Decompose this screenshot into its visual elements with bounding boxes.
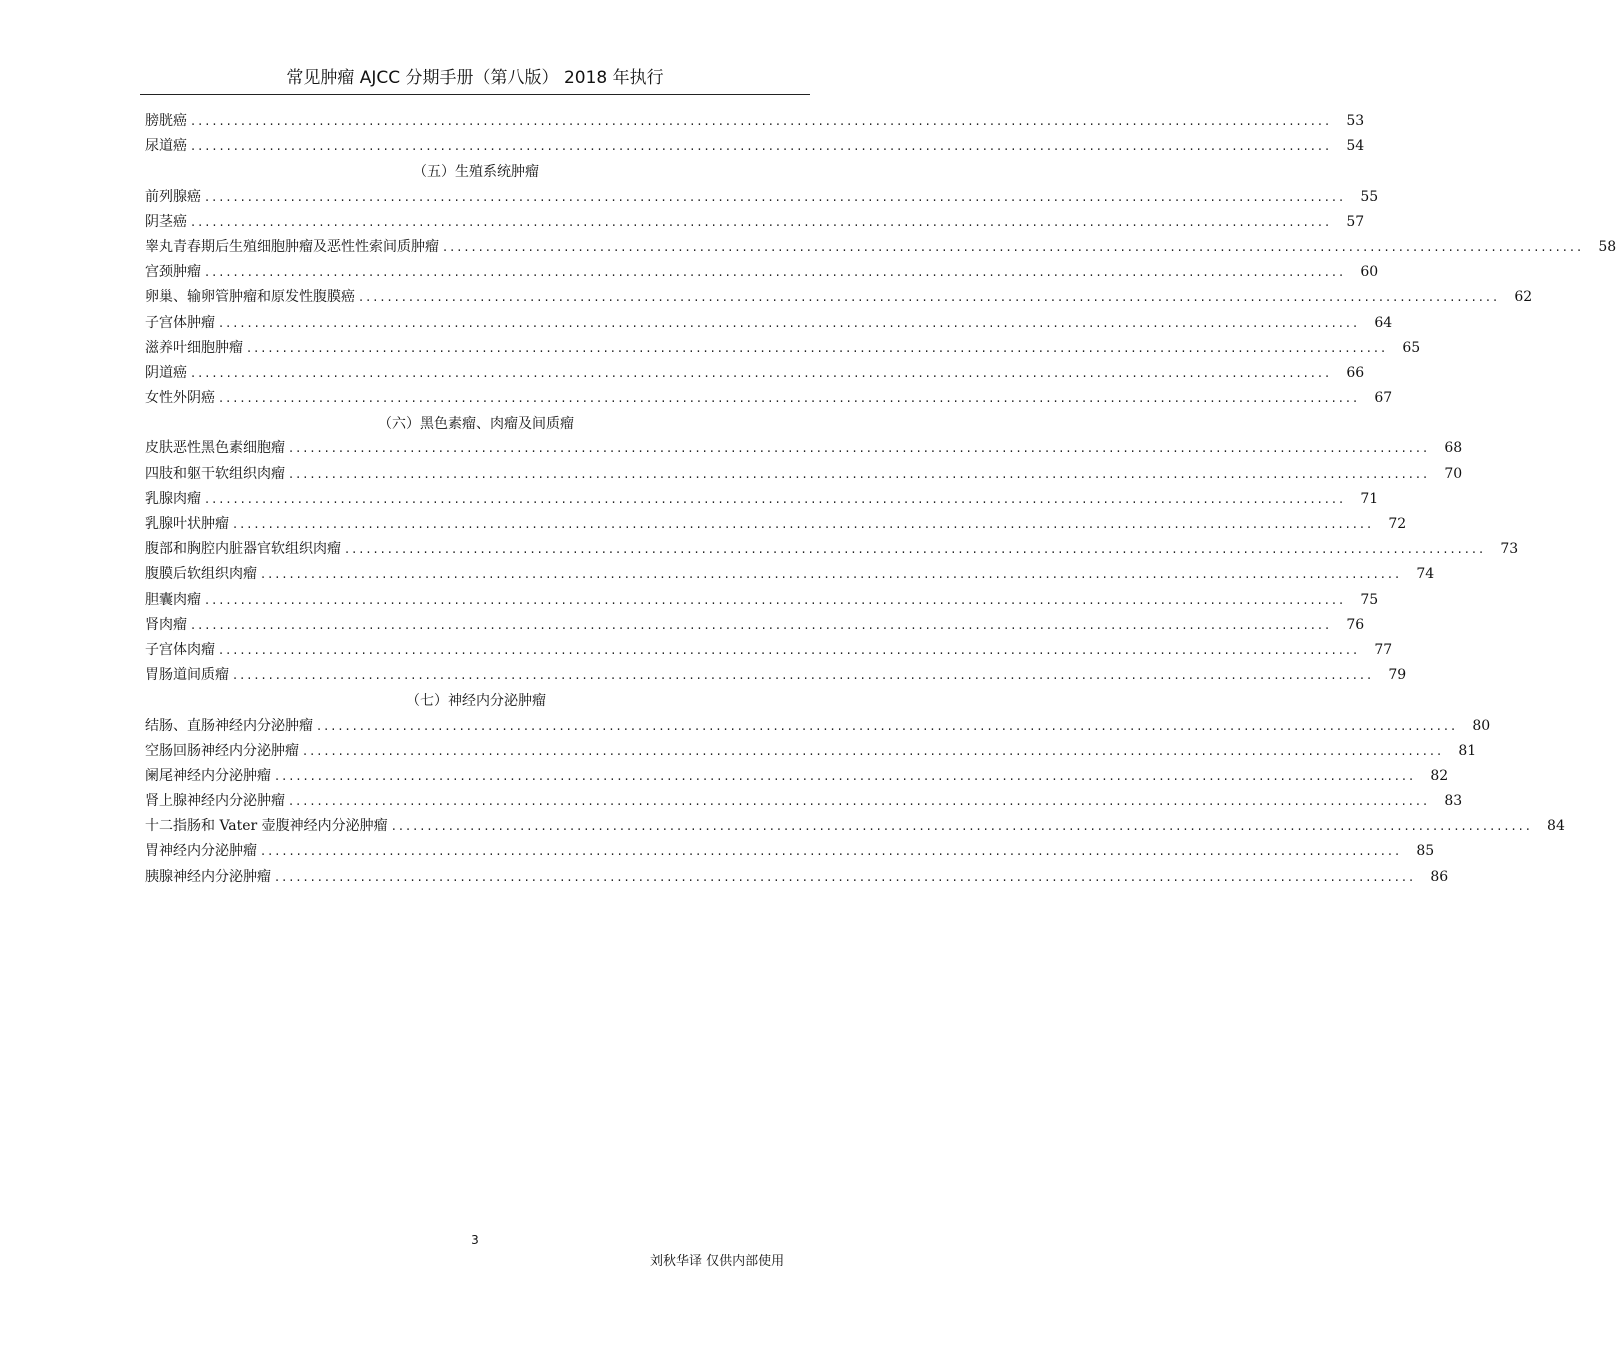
toc-entry-page: 58 bbox=[1598, 238, 1616, 255]
toc-dot-leader: ................................................................................................................................................................ bbox=[275, 768, 1417, 784]
toc-entry[interactable] bbox=[145, 740, 1477, 765]
toc-entry[interactable] bbox=[145, 765, 1449, 790]
toc-entry[interactable] bbox=[145, 261, 1379, 286]
toc-dot-leader: ................................................................................................................................................................ bbox=[219, 315, 1361, 331]
toc-dot-leader: ................................................................................................................................................................ bbox=[261, 844, 1403, 860]
toc-entry[interactable] bbox=[145, 513, 1407, 538]
toc-dot-leader: ................................................................................................................................................................ bbox=[303, 743, 1445, 759]
table-of-contents bbox=[145, 110, 1616, 891]
toc-entry-page: 54 bbox=[1346, 138, 1365, 155]
toc-dot-leader: ................................................................................................................................................................ bbox=[191, 617, 1333, 633]
toc-dot-leader: ................................................................................................................................................................ bbox=[359, 290, 1501, 306]
toc-entry-title: 前列腺癌 bbox=[145, 188, 201, 205]
toc-entry[interactable] bbox=[145, 362, 1365, 387]
toc-entry-title: 四肢和躯干软组织肉瘤 bbox=[145, 465, 285, 482]
toc-entry-page: 85 bbox=[1416, 843, 1435, 860]
toc-section-heading: （七）神经内分泌肿瘤 bbox=[406, 693, 546, 710]
toc-entry-title: 胃神经内分泌肿瘤 bbox=[145, 843, 257, 860]
toc-entry[interactable] bbox=[145, 463, 1463, 488]
toc-entry-title: 尿道癌 bbox=[145, 138, 187, 155]
toc-entry-title: 胆囊肉瘤 bbox=[145, 591, 201, 608]
toc-entry[interactable] bbox=[145, 815, 1565, 840]
toc-entry-page: 65 bbox=[1402, 339, 1421, 356]
toc-entry[interactable] bbox=[145, 589, 1379, 614]
toc-entry-title: 腹部和胸腔内脏器官软组织肉瘤 bbox=[145, 541, 341, 558]
toc-entry-page: 79 bbox=[1388, 667, 1407, 684]
toc-entry-title: 胰腺神经内分泌肿瘤 bbox=[145, 868, 271, 885]
toc-entry[interactable] bbox=[145, 186, 1379, 211]
toc-entry[interactable] bbox=[145, 312, 1393, 337]
toc-entry-title: 十二指肠和 Vater 壶腹神经内分泌肿瘤 bbox=[145, 818, 388, 835]
toc-entry[interactable] bbox=[145, 236, 1616, 261]
toc-entry-page: 84 bbox=[1547, 818, 1565, 835]
toc-entry-title: 乳腺叶状肿瘤 bbox=[145, 516, 229, 532]
toc-entry[interactable] bbox=[145, 437, 1463, 462]
toc-entry-page: 71 bbox=[1360, 490, 1379, 507]
toc-entry-title: 膀胱癌 bbox=[145, 113, 187, 129]
toc-entry-title: 胃肠道间质瘤 bbox=[145, 667, 229, 684]
toc-entry-page: 75 bbox=[1360, 591, 1379, 608]
toc-dot-leader: ................................................................................................................................................................ bbox=[261, 567, 1403, 583]
toc-entry[interactable] bbox=[145, 790, 1463, 815]
toc-entry-page: 72 bbox=[1388, 516, 1407, 532]
toc-entry-title: 乳腺肉瘤 bbox=[145, 490, 201, 507]
toc-entry[interactable] bbox=[145, 488, 1379, 513]
toc-entry-page: 62 bbox=[1514, 289, 1533, 306]
toc-section-heading: （六）黑色素瘤、肉瘤及间质瘤 bbox=[378, 416, 574, 433]
toc-dot-leader: ................................................................................................................................................................ bbox=[205, 592, 1347, 608]
toc-dot-leader: ................................................................................................................................................................ bbox=[191, 365, 1333, 381]
toc-entry-title: 肾上腺神经内分泌肿瘤 bbox=[145, 793, 285, 810]
toc-dot-leader: ................................................................................................................................................................ bbox=[191, 139, 1333, 155]
toc-entry[interactable] bbox=[145, 110, 1365, 135]
toc-dot-leader: ................................................................................................................................................................ bbox=[219, 642, 1361, 658]
toc-entry[interactable] bbox=[145, 563, 1435, 588]
toc-entry[interactable] bbox=[145, 840, 1435, 865]
toc-dot-leader: ................................................................................................................................................................ bbox=[233, 668, 1375, 684]
toc-entry-title: 睾丸青春期后生殖细胞肿瘤及恶性性索间质肿瘤 bbox=[145, 238, 439, 255]
footer-note: 刘秋华译 仅供内部使用 bbox=[650, 1254, 785, 1269]
toc-entry-page: 86 bbox=[1430, 868, 1449, 885]
toc-entry[interactable] bbox=[145, 866, 1449, 891]
toc-entry-title: 腹膜后软组织肉瘤 bbox=[145, 566, 257, 583]
toc-dot-leader: ................................................................................................................................................................ bbox=[233, 517, 1375, 532]
toc-entry-title: 结肠、直肠神经内分泌肿瘤 bbox=[145, 717, 313, 734]
toc-dot-leader: ................................................................................................................................................................ bbox=[191, 114, 1333, 129]
toc-dot-leader: ................................................................................................................................................................ bbox=[205, 265, 1347, 281]
toc-entry-page: 55 bbox=[1360, 188, 1379, 205]
toc-dot-leader: ................................................................................................................................................................ bbox=[205, 189, 1347, 205]
toc-entry[interactable] bbox=[145, 715, 1491, 740]
toc-entry-page: 73 bbox=[1500, 541, 1519, 558]
toc-entry-page: 77 bbox=[1374, 641, 1393, 658]
page-number: 3 bbox=[471, 1233, 479, 1247]
toc-entry-page: 80 bbox=[1472, 717, 1491, 734]
toc-entry-title: 女性外阴癌 bbox=[145, 390, 215, 407]
toc-dot-leader: ................................................................................................................................................................ bbox=[289, 466, 1431, 482]
toc-entry-title: 皮肤恶性黑色素细胞瘤 bbox=[145, 440, 285, 457]
toc-entry-title: 子宫体肿瘤 bbox=[145, 314, 215, 331]
toc-entry[interactable] bbox=[145, 337, 1421, 362]
toc-dot-leader: ................................................................................................................................................................ bbox=[289, 441, 1431, 457]
toc-entry-page: 68 bbox=[1444, 440, 1463, 457]
toc-entry-title: 阑尾神经内分泌肿瘤 bbox=[145, 767, 271, 784]
toc-entry-page: 83 bbox=[1444, 793, 1463, 810]
toc-entry-page: 74 bbox=[1416, 566, 1435, 583]
toc-entry[interactable] bbox=[145, 135, 1365, 160]
toc-entry-page: 64 bbox=[1374, 314, 1393, 331]
toc-entry-page: 81 bbox=[1458, 742, 1477, 759]
toc-entry-page: 66 bbox=[1346, 364, 1365, 381]
toc-entry-title: 阴道癌 bbox=[145, 364, 187, 381]
toc-entry[interactable] bbox=[145, 286, 1533, 311]
toc-dot-leader: ................................................................................................................................................................ bbox=[443, 239, 1585, 255]
toc-dot-leader: ................................................................................................................................................................ bbox=[205, 491, 1347, 507]
toc-entry-title: 子宫体肉瘤 bbox=[145, 641, 215, 658]
toc-dot-leader: ................................................................................................................................................................ bbox=[317, 718, 1459, 734]
page-header-title: 常见肿瘤 AJCC 分期手册（第八版） 2018 年执行 bbox=[140, 62, 810, 95]
toc-dot-leader: ................................................................................................................................................................ bbox=[289, 794, 1431, 810]
toc-dot-leader: ................................................................................................................................................................ bbox=[247, 340, 1389, 356]
toc-entry-title: 滋养叶细胞肿瘤 bbox=[145, 339, 243, 356]
toc-entry-page: 60 bbox=[1360, 264, 1379, 281]
toc-entry-title: 卵巢、输卵管肿瘤和原发性腹膜癌 bbox=[145, 289, 355, 306]
toc-entry-title: 肾肉瘤 bbox=[145, 616, 187, 633]
toc-dot-leader: ................................................................................................................................................................ bbox=[275, 869, 1417, 885]
toc-dot-leader: ................................................................................................................................................................ bbox=[191, 214, 1333, 230]
toc-entry-title: 空肠回肠神经内分泌肿瘤 bbox=[145, 742, 299, 759]
toc-entry-page: 70 bbox=[1444, 465, 1463, 482]
toc-entry[interactable] bbox=[145, 387, 1393, 412]
toc-entry-title: 宫颈肿瘤 bbox=[145, 264, 201, 281]
toc-entry-page: 67 bbox=[1374, 390, 1393, 407]
toc-entry-page: 57 bbox=[1346, 213, 1365, 230]
toc-dot-leader: ................................................................................................................................................................ bbox=[391, 819, 1533, 835]
toc-entry-title: 阴茎癌 bbox=[145, 213, 187, 230]
toc-section-heading: （五）生殖系统肿瘤 bbox=[413, 164, 539, 181]
toc-dot-leader: ................................................................................................................................................................ bbox=[345, 542, 1487, 558]
toc-entry[interactable] bbox=[145, 211, 1365, 236]
toc-entry[interactable] bbox=[145, 614, 1365, 639]
toc-entry-page: 76 bbox=[1346, 616, 1365, 633]
toc-entry[interactable] bbox=[145, 639, 1393, 664]
toc-entry[interactable] bbox=[145, 538, 1519, 563]
toc-dot-leader: ................................................................................................................................................................ bbox=[219, 391, 1361, 407]
toc-entry-page: 53 bbox=[1346, 113, 1365, 129]
toc-entry-page: 82 bbox=[1430, 767, 1449, 784]
toc-entry[interactable] bbox=[145, 664, 1407, 689]
